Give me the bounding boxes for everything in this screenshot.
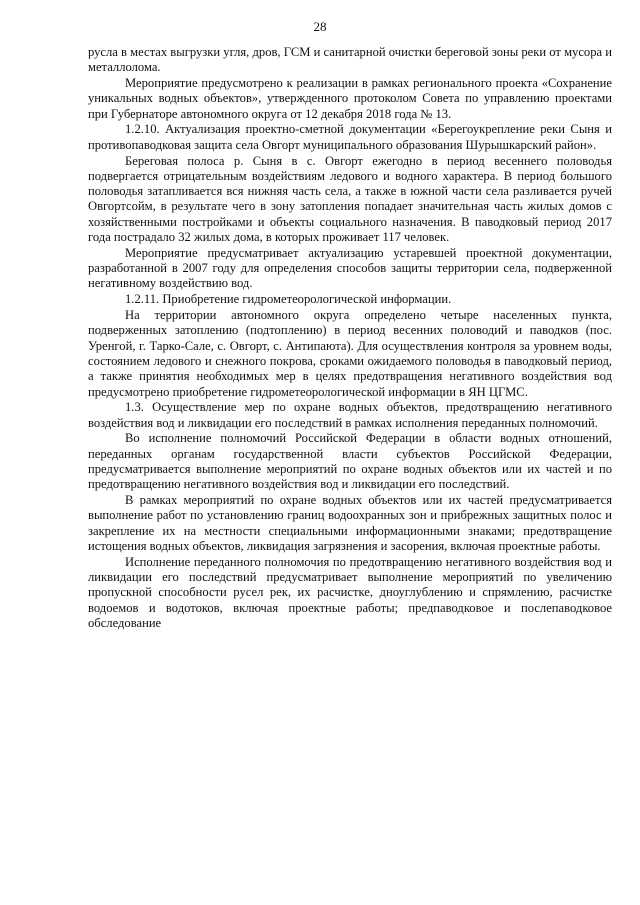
document-body (88, 45, 612, 632)
paragraph: 1.2.10. Актуализация проектно-сметной документации «Берегоукрепление реки Сыня и противопаводковая защита села Овгорт муниципального образования Шурышкарский район». (88, 122, 612, 152)
paragraph: В рамках мероприятий по охране водных объектов или их частей предусматривается выполнение работ по установлению границ водоохранных зон и прибрежных защитных полос и закрепление их на местности специальными информационными знаками; предотвращение истощения водных объектов, ликвидация загрязнения и засорения, включая проектные работы. (88, 493, 612, 553)
paragraph: 1.2.11. Приобретение гидрометеорологической информации. (125, 292, 452, 307)
page-number: 28 (313, 19, 327, 34)
paragraph: русла в местах выгрузки угля, дров, ГСМ и санитарной очистки береговой зоны реки от мусора и металлолома. (88, 45, 612, 75)
paragraph: Исполнение переданного полномочия по предотвращению негативного воздействия вод и ликвидации его последствий предусматривает выполнение мероприятий по увеличению пропускной способности русел рек, их расчистке, дноуглублению и спрямлению, расчистке водоемов и водотоков, включая проектные работы; предпаводковое и послепаводковое обследование (88, 554, 612, 630)
paragraph: Мероприятие предусмотрено к реализации в рамках регионального проекта «Сохранение уникальных водных объектов», утвержденного протоколом Совета по управлению проектами при Губернаторе автономного округа от 12 декабря 2018 года № 13. (88, 76, 612, 121)
paragraph: Береговая полоса р. Сыня в с. Овгорт ежегодно в период весеннего половодья подвергается отрицательным воздействиям ледового и водного характера. В период большого половодья затапливается вся нижняя часть села, а также в южной части села разливается ручей Овгортсойм, в результате чего в зону затопления попадает значительная часть жилых домов с хозяйственными постройками и объекты социального назначения. В паводковый период 2017 года пострадало 32 жилых дома, в которых проживает 117 человек. (88, 153, 612, 245)
paragraph: Во исполнение полномочий Российской Федерации в области водных отношений, переданных органам государственной власти субъектов Российской Федерации, предусматривается выполнение мероприятий по охране водных объектов или их частей и по предотвращению негативного воздействия вод и ликвидации его последствий. (88, 431, 612, 492)
paragraph: Мероприятие предусматривает актуализацию устаревшей проектной документации, разработанной в 2007 году для определения способов защиты территории села, подверженной негативному воздействию вод. (88, 245, 612, 291)
paragraph: На территории автономного округа определено четыре населенных пункта, подверженных затоплению (подтоплению) в период весенних половодий и паводков (пос. Уренгой, г. Тарко-Сале, с. Овгорт, с. Антипаюта). Для осуществления контроля за уровнем воды, состоянием ледового и снежного покрова, сроками ожидаемого половодья в паводковый период, а также принятия необходимых мер в целях предотвращения негативного воздействия вод предусмотрено приобретение гидрометеорологической информации в ЯН ЦГМС. (88, 308, 612, 399)
paragraph: 1.3. Осуществление мер по охране водных объектов, предотвращению негативного воздействия вод и ликвидации его последствий в рамках исполнения переданных полномочий. (88, 400, 612, 430)
